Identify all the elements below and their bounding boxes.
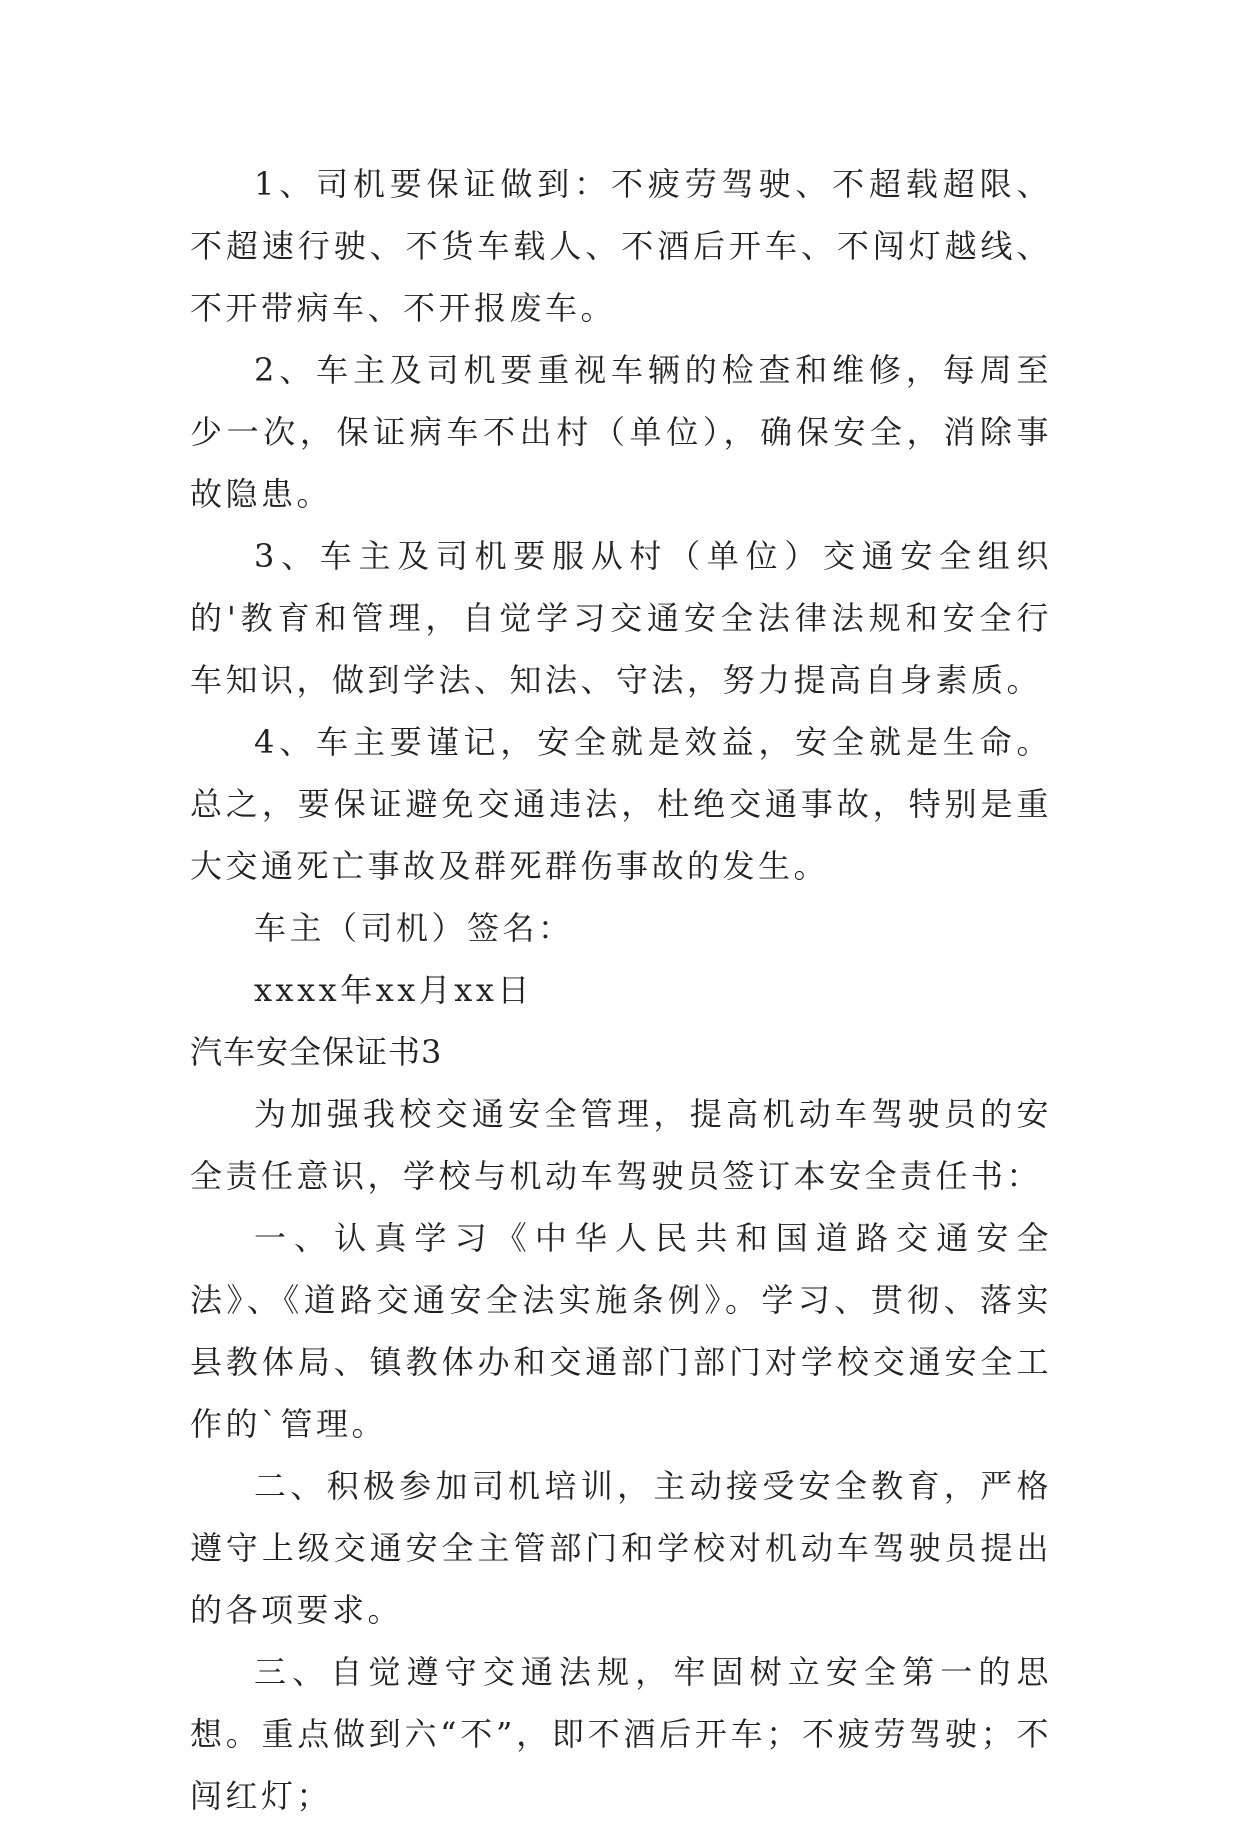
paragraph-safety-reminder: 4、车主要谨记，安全就是效益，安全就是生命。总之，要保证避免交通违法，杜绝交通事故，特别是重大交通死亡事故及群死群伤事故的发生。 [190, 723, 1052, 885]
paragraph-item-one: 一、认真学习《中华人民共和国道路交通安全法》、《道路交通安全法实施条例》。学习、贯彻、落实县教体局、镇教体办和交通部门部门对学校交通安全工作的`管理。 [190, 1219, 1052, 1443]
paragraph-item-three: 三、自觉遵守交通法规，牢固树立安全第一的思想。重点做到六“不”，即不酒后开车；不疲劳驾驶；不闯红灯； [190, 1653, 1052, 1815]
section-title: 汽车安全保证书3 [190, 1033, 443, 1071]
date-line: xxxx年xx月xx日 [254, 971, 533, 1009]
paragraph-safety-education: 3、车主及司机要服从村（单位）交通安全组织的'教育和管理，自觉学习交通安全法律法规和安全行车知识，做到学法、知法、守法，努力提高自身素质。 [190, 537, 1052, 699]
signature-line: 车主（司机）签名： [254, 909, 574, 947]
paragraph-intro: 为加强我校交通安全管理，提高机动车驾驶员的安全责任意识，学校与机动车驾驶员签订本安全责任书： [190, 1095, 1052, 1195]
document-body [190, 153, 1052, 1827]
paragraph-vehicle-inspection: 2、车主及司机要重视车辆的检查和维修，每周至少一次，保证病车不出村（单位），确保安全，消除事故隐患。 [190, 351, 1052, 513]
paragraph-item-two: 二、积极参加司机培训，主动接受安全教育，严格遵守上级交通安全主管部门和学校对机动车驾驶员提出的各项要求。 [190, 1467, 1052, 1629]
paragraph-driver-rules: 1、司机要保证做到：不疲劳驾驶、不超载超限、不超速行驶、不货车载人、不酒后开车、不闯灯越线、不开带病车、不开报废车。 [190, 165, 1052, 327]
